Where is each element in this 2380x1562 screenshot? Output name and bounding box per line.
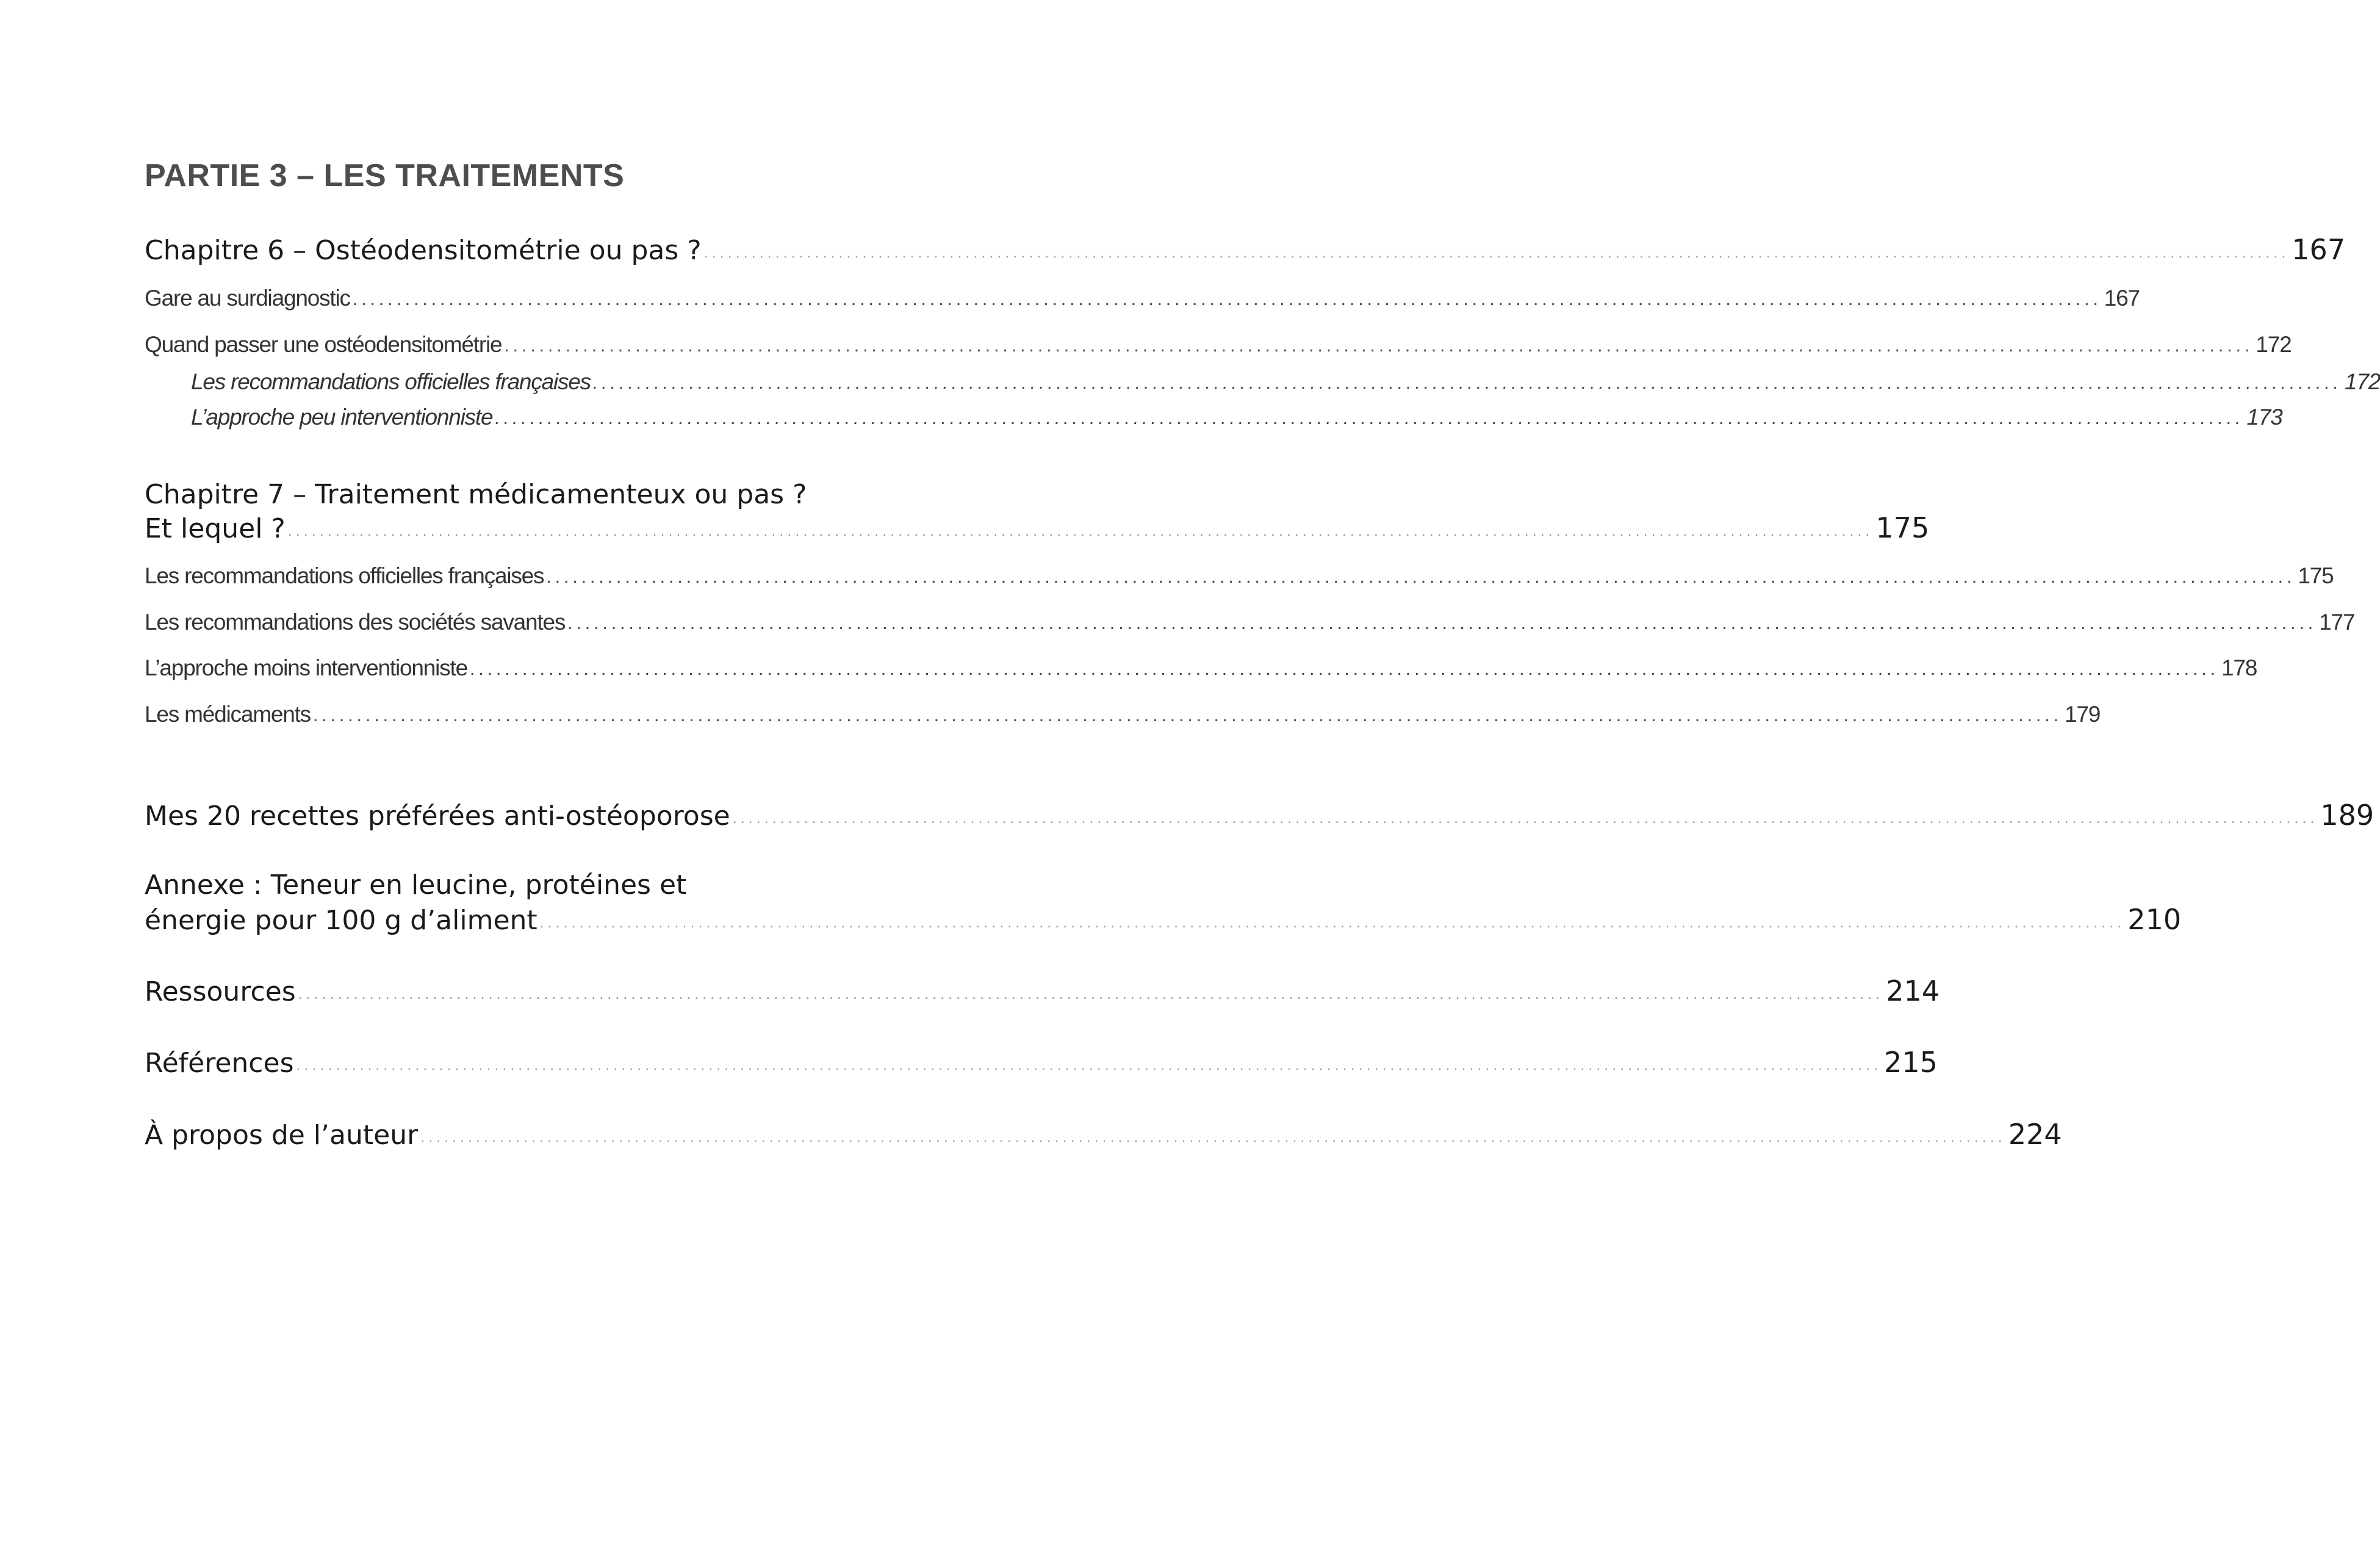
dot-leader: ........................................................................................................................................................................................................ <box>703 246 2290 261</box>
toc-entry-subsection <box>145 369 2380 395</box>
dot-leader: ........................................................................................................................................................................................................ <box>287 524 1874 539</box>
toc-entry-page: 167 <box>2292 233 2346 266</box>
toc-entry-section <box>145 286 2140 311</box>
dot-leader: ........................................................................................................................................................................................................ <box>420 1131 2006 1146</box>
toc-entry-label: Ressources <box>145 976 296 1007</box>
part-title: PARTIE 3 – LES TRAITEMENTS <box>145 158 625 193</box>
dot-leader: ........................................................................................................................................................................................................ <box>312 705 2062 725</box>
dot-leader: ........................................................................................................................................................................................................ <box>593 373 2342 393</box>
toc-entry-page: 215 <box>1884 1046 1938 1079</box>
toc-entry-page: 172 <box>2345 369 2380 394</box>
toc-entry-label: Chapitre 6 – Ostéodensitométrie ou pas ? <box>145 235 702 266</box>
dot-leader: ........................................................................................................................................................................................................ <box>352 289 2102 309</box>
toc-entry-references <box>145 1046 1938 1079</box>
toc-entry-label: L’approche moins interventionniste <box>145 655 467 680</box>
dot-leader: ........................................................................................................................................................................................................ <box>546 567 2296 587</box>
toc-entry-subsection <box>145 405 2282 430</box>
toc-entry-page: 177 <box>2319 610 2355 635</box>
toc-entry-label: Références <box>145 1048 294 1079</box>
dot-leader: ........................................................................................................................................................................................................ <box>469 659 2219 679</box>
toc-entry-resources <box>145 974 1940 1007</box>
toc-entry-label: L’approche peu interventionniste <box>191 405 493 430</box>
toc-entry-chapter-7-line-1: Chapitre 7 – Traitement médicamenteux ou pas ? <box>145 479 807 510</box>
dot-leader: ........................................................................................................................................................................................................ <box>539 916 2126 931</box>
toc-entry-page: 173 <box>2246 405 2282 430</box>
toc-entry-section <box>145 655 2257 681</box>
dot-leader: ........................................................................................................................................................................................................ <box>296 1059 1882 1074</box>
table-of-contents-page <box>145 0 2380 1562</box>
toc-entry-chapter-7 <box>145 511 1930 544</box>
dot-leader: ........................................................................................................................................................................................................ <box>732 812 2318 827</box>
toc-entry-label: Les recommandations officielles françaises <box>191 369 591 394</box>
toc-entry-label: Gare au surdiagnostic <box>145 286 350 311</box>
toc-entry-annex-line-1: Annexe : Teneur en leucine, protéines et <box>145 869 687 901</box>
toc-entry-annex <box>145 903 2182 936</box>
toc-entry-chapter-6 <box>145 233 2346 266</box>
toc-entry-section <box>145 563 2334 589</box>
toc-entry-page: 175 <box>1875 511 1930 544</box>
toc-entry-recipes <box>145 799 2375 832</box>
toc-entry-label: Les recommandations officielles françaises <box>145 563 544 588</box>
toc-entry-label: Les recommandations des sociétés savantes <box>145 610 566 635</box>
toc-entry-label: Quand passer une ostéodensitométrie <box>145 332 502 357</box>
dot-leader: ........................................................................................................................................................................................................ <box>504 336 2254 356</box>
toc-entry-page: 175 <box>2298 563 2334 588</box>
toc-entry-page: 224 <box>2008 1118 2062 1151</box>
toc-entry-page: 210 <box>2127 903 2182 936</box>
toc-entry-page: 214 <box>1886 974 1940 1007</box>
toc-entry-label: Et lequel ? <box>145 513 286 544</box>
toc-entry-page: 167 <box>2104 286 2140 311</box>
toc-entry-page: 172 <box>2256 332 2292 357</box>
toc-entry-label: Mes 20 recettes préférées anti-ostéoporose <box>145 801 730 832</box>
dot-leader: ........................................................................................................................................................................................................ <box>567 613 2317 633</box>
toc-entry-label: À propos de l’auteur <box>145 1120 419 1151</box>
toc-entry-page: 189 <box>2320 799 2375 832</box>
toc-entry-section <box>145 702 2101 727</box>
dot-leader: ........................................................................................................................................................................................................ <box>298 987 1884 1002</box>
toc-entry-page: 178 <box>2221 655 2257 680</box>
dot-leader: ........................................................................................................................................................................................................ <box>495 408 2245 428</box>
toc-entry-page: 179 <box>2064 702 2101 727</box>
toc-entry-label: Les médicaments <box>145 702 311 727</box>
toc-entry-label: énergie pour 100 g d’aliment <box>145 905 537 936</box>
toc-entry-section <box>145 332 2292 358</box>
toc-entry-section <box>145 610 2355 635</box>
toc-entry-about-author <box>145 1118 2062 1151</box>
